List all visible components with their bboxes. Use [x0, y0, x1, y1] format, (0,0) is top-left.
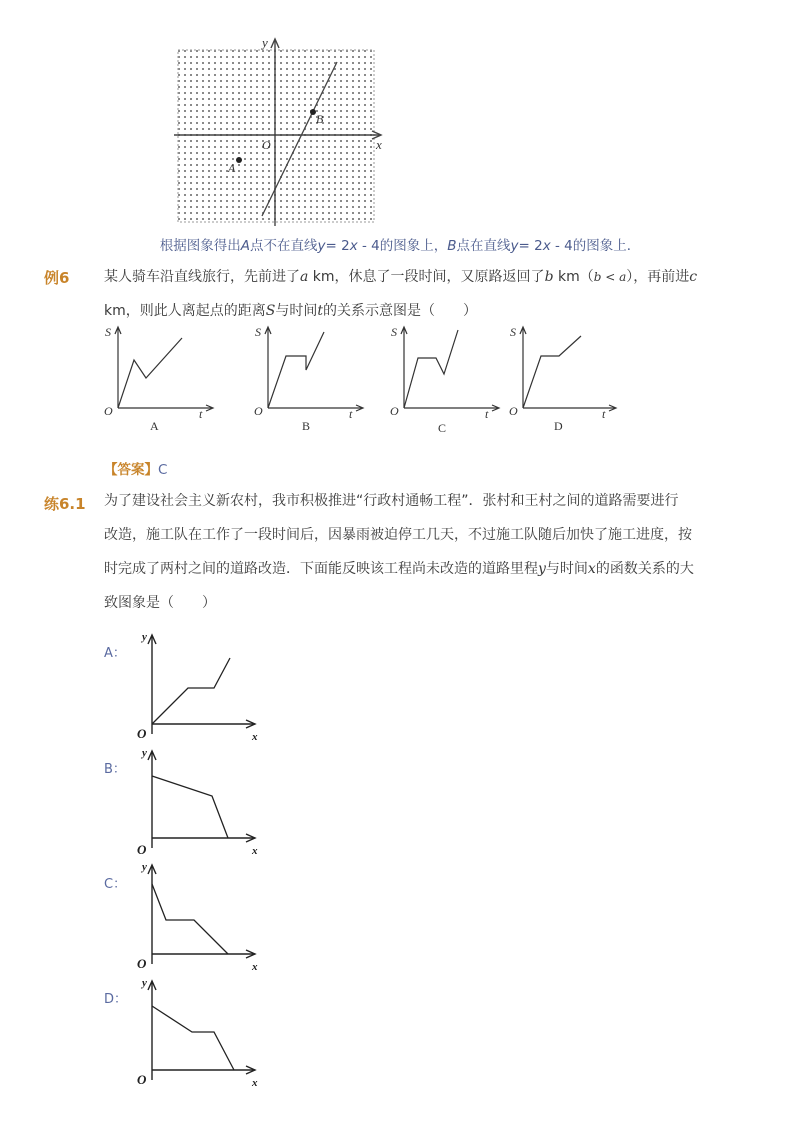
- svg-text:S: S: [105, 325, 111, 339]
- example-6-graph-c: [386, 322, 506, 438]
- point-a-dot: [236, 157, 242, 163]
- coordinate-grid-figure: [170, 36, 390, 235]
- svg-text:S: S: [255, 325, 261, 339]
- practice-line-2: 改造，施工队在工作了一段时间后，因暴雨被迫停工几天，不过施工队随后加快了施工进度，按: [104, 527, 692, 543]
- svg-text:O: O: [509, 404, 518, 418]
- example-6-line-2: km，则此人离起点的距离S与时间t的关系示意图是（ ）: [104, 303, 477, 319]
- option-b-path: [152, 776, 228, 838]
- graph-d-label: D: [554, 419, 563, 433]
- svg-text:O: O: [137, 842, 147, 857]
- origin-label: O: [262, 138, 271, 152]
- svg-text:x: x: [252, 845, 258, 857]
- option-c-label[interactable]: C：: [104, 877, 127, 892]
- practice-line-3: 时完成了两村之间的道路改造．下面能反映该工程尚未改造的道路里程y与时间x的函数关系的大: [104, 561, 694, 577]
- example-6-graph-a: [100, 322, 220, 438]
- point-a-label: A: [228, 161, 236, 175]
- option-a-path: [152, 658, 230, 724]
- svg-text:S: S: [510, 325, 516, 339]
- graph-d-path: [523, 336, 581, 408]
- svg-text:t: t: [199, 407, 203, 421]
- svg-text:O: O: [104, 404, 113, 418]
- option-d-path: [152, 1006, 234, 1070]
- answer-tag: 【答案】: [104, 462, 158, 478]
- option-c-graph: [130, 858, 270, 978]
- svg-text:y: y: [142, 631, 147, 643]
- option-d-label[interactable]: D：: [104, 992, 128, 1007]
- dotted-grid: [178, 50, 374, 222]
- answer-value: C: [158, 462, 168, 478]
- svg-text:t: t: [485, 407, 489, 421]
- figure-caption: 根据图象得出A点不在直线y= 2x - 4的图象上，B点在直线y= 2x - 4的图象上．: [159, 238, 641, 254]
- axis-x-label: x: [376, 137, 382, 152]
- graph-c-path: [404, 330, 458, 408]
- svg-text:t: t: [349, 407, 353, 421]
- example-6-line-1: 某人骑车沿直线旅行，先前进了a km，休息了一段时间，又原路返回了b km（b < a），再前进c: [104, 269, 698, 285]
- answer-line: [104, 458, 167, 478]
- svg-text:y: y: [142, 861, 147, 873]
- svg-text:x: x: [252, 731, 258, 743]
- graph-a-label: A: [150, 419, 159, 433]
- svg-text:O: O: [137, 956, 147, 971]
- axis-y-label: y: [262, 36, 268, 50]
- example-6-label: 例6: [44, 269, 70, 287]
- graph-c-label: C: [438, 421, 447, 434]
- svg-text:y: y: [142, 747, 147, 759]
- svg-text:t: t: [602, 407, 606, 421]
- svg-text:O: O: [390, 404, 399, 418]
- option-a-label[interactable]: A：: [104, 646, 126, 661]
- option-c-path: [152, 884, 228, 954]
- svg-text:O: O: [137, 1072, 147, 1087]
- example-6-question: [104, 260, 744, 328]
- svg-text:y: y: [142, 977, 147, 989]
- graph-a-path: [118, 338, 182, 408]
- svg-text:O: O: [254, 404, 263, 418]
- practice-line-1: 为了建设社会主义新农村，我市积极推进“行政村通畅工程”．张村和王村之间的道路需要进行: [104, 493, 679, 509]
- svg-text:x: x: [252, 961, 258, 973]
- example-6-graph-d: [505, 322, 625, 438]
- option-d-graph: [130, 974, 270, 1094]
- option-a-graph: [130, 628, 270, 748]
- practice-6-1-label: 练6.1: [44, 495, 86, 513]
- practice-line-4: 致图象是（ ）: [104, 595, 216, 611]
- practice-6-1-question: [104, 484, 744, 620]
- graph-b-label: B: [302, 419, 311, 433]
- option-b-label[interactable]: B：: [104, 762, 126, 777]
- graph-b-path: [268, 332, 324, 408]
- svg-text:x: x: [252, 1077, 258, 1089]
- point-b-label: B: [316, 112, 324, 126]
- svg-text:S: S: [391, 325, 397, 339]
- svg-text:O: O: [137, 726, 147, 741]
- example-6-graph-b: [250, 322, 370, 438]
- option-b-graph: [130, 744, 270, 864]
